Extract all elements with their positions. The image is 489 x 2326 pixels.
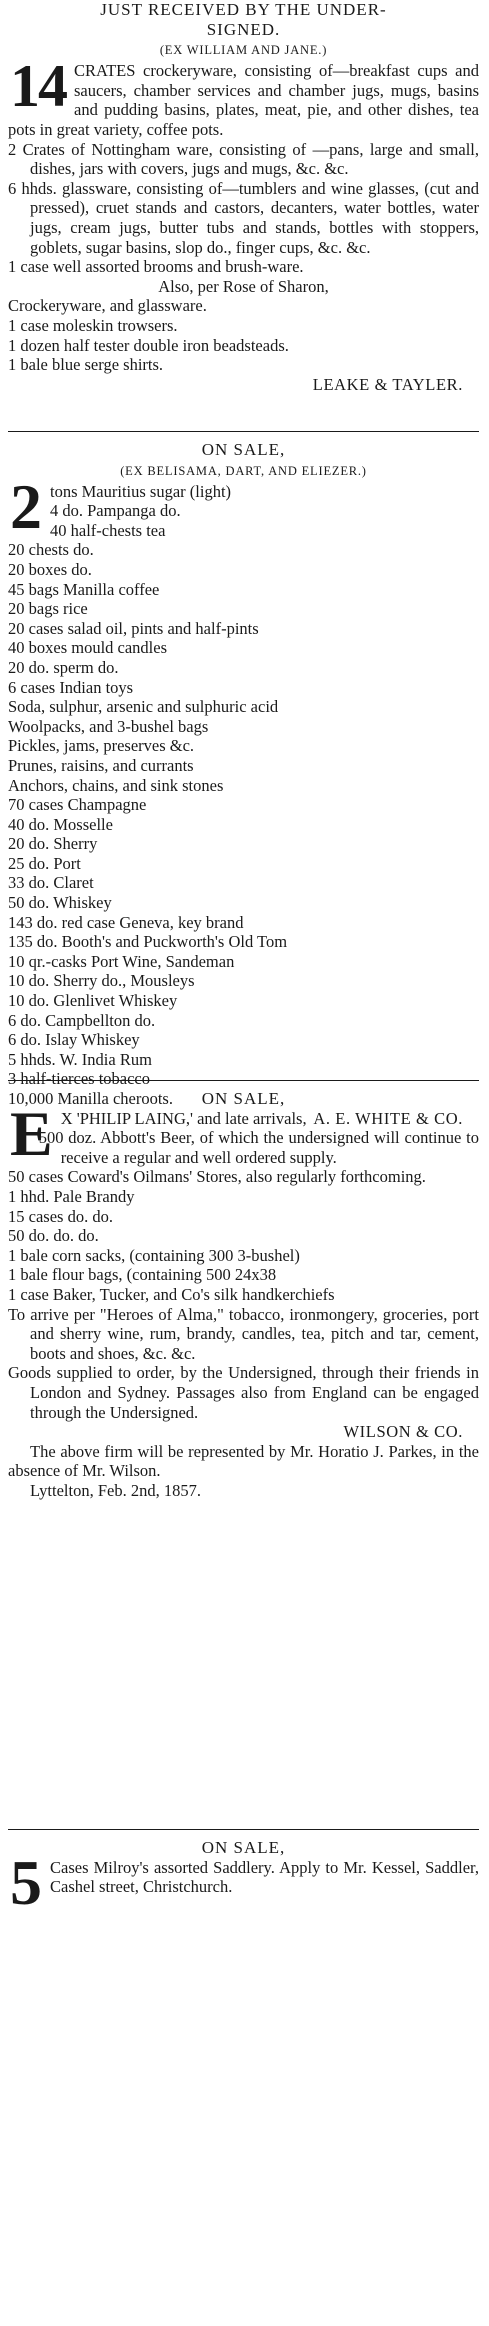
list-item: 6 do. Campbellton do. [8, 1010, 156, 1030]
advert-title: ON SALE, [201, 1838, 286, 1857]
list-item: 1 case Baker, Tucker, and Co's silk handkerchiefs [8, 1284, 335, 1304]
list-item: 20 boxes do. [8, 559, 92, 579]
list-item: 20 do. sperm do. [8, 657, 119, 677]
list-item: 50 cases Coward's Oilmans' Stores, also regularly forthcoming. [8, 1167, 426, 1187]
list-item: 15 cases do. do. [8, 1206, 113, 1226]
list-item: Pickles, jams, preserves &c. [8, 736, 195, 756]
list-item: Crockeryware, and glassware. [8, 296, 207, 316]
list-item: 500 doz. Abbott's Beer, of which the undersigned will continue to receive a regular and well ordered supply. [38, 1128, 479, 1167]
list-item: 10 do. Glenlivet Whiskey [8, 991, 178, 1011]
list-item: 3 half-tierces tobacco [8, 1069, 151, 1089]
divider [8, 431, 479, 432]
goods-list [8, 521, 479, 1109]
signature: WILSON & CO. [343, 1422, 463, 1442]
list-item: 1 case well assorted brooms and brush-ware. [8, 257, 304, 277]
divider [8, 1829, 479, 1830]
list-item: 1 case moleskin trowsers. [8, 315, 178, 335]
advert-ship: (EX BELISAMA, DART, AND ELIEZER.) [120, 463, 367, 478]
list-item: 1 bale blue serge shirts. [8, 355, 164, 375]
list-item: 6 hhds. glassware, consisting of—tumblers and wine glasses, (cut and pressed), cruet stands and castors, decanters, water bottles, water jugs, cream jugs, butter tubs and stands, bottles with stoppers, goblets, sugar basins, slop do., finger cups, &c. &c. [8, 178, 479, 257]
list-item: 143 do. red case Geneva, key brand [8, 912, 244, 932]
list-item: 33 do. Claret [8, 873, 94, 893]
list-item: 1 bale flour bags, (containing 500 24x38 [8, 1265, 277, 1285]
advert-leake-tayler [8, 0, 479, 425]
list-item: 10 qr.-casks Port Wine, Sandeman [8, 951, 235, 971]
list-item: 25 do. Port [8, 853, 81, 873]
list-item: 70 cases Champagne [8, 795, 147, 815]
list-item: 6 do. Islay Whiskey [8, 1030, 140, 1050]
lead-text: CRATES crockeryware, consisting of—breakfast cups and saucers, chamber services and chamber jugs, mugs, basins and pudding basins, plates, meat, pie, and other dishes, tea pots in great variety, coffee pots. [8, 61, 479, 139]
also-line: Also, per Rose of Sharon, [158, 276, 329, 296]
dateline: Lyttelton, Feb. 2nd, 1857. [30, 1480, 201, 1500]
list-item: 20 do. Sherry [8, 834, 98, 854]
list-item: To arrive per "Heroes of Alma," tobacco, ironmongery, groceries, port and sherry wine, rum, brandy, candles, tea, pitch and tar, cement, boots and shoes, &c. &c. [8, 1304, 479, 1363]
list-item: 45 bags Manilla coffee [8, 579, 160, 599]
list-item: Woolpacks, and 3-bushel bags [8, 716, 209, 736]
list-item: 40 boxes mould candles [8, 638, 168, 658]
list-item: Prunes, raisins, and currants [8, 755, 194, 775]
signature: A. E. WHITE & CO. [313, 1108, 463, 1128]
lead-line: 4 do. Pampanga do. [50, 501, 181, 521]
list-item: 10 do. Sherry do., Mousleys [8, 971, 195, 991]
advert-title: ON SALE, [201, 440, 286, 459]
list-item: 20 chests do. [8, 540, 94, 560]
list-item: 50 do. Whiskey [8, 893, 112, 913]
advert-ship: (EX WILLIAM AND JANE.) [159, 43, 328, 58]
list-item: Soda, sulphur, arsenic and sulphuric acid [8, 697, 279, 717]
list-item: Goods supplied to order, by the Undersigned, through their friends in London and Sydney. Passages also from England can be engaged through the Undersigned. [8, 1363, 479, 1422]
list-item: 20 bags rice [8, 599, 88, 619]
drop-cap: 14 [10, 53, 66, 120]
list-item: 20 cases salad oil, pints and half-pints [8, 618, 259, 638]
advert-title: ON SALE, [201, 1089, 286, 1108]
list-item: 5 hhds. W. India Rum [8, 1049, 152, 1069]
lead-line: tons Mauritius sugar (light) [50, 481, 232, 501]
list-item: 1 hhd. Pale Brandy [8, 1186, 135, 1206]
list-item: 1 dozen half tester double iron beadsteads. [8, 335, 289, 355]
list-item: 6 cases Indian toys [8, 677, 134, 697]
list-item: 135 do. Booth's and Puckworth's Old Tom [8, 932, 288, 952]
advert-lead [8, 53, 479, 139]
list-item: 40 half-chests tea [50, 520, 166, 540]
list-item: 10,000 Manilla cheroots. [8, 1089, 173, 1108]
list-item: 1 bale corn sacks, (containing 300 3-bushel) [8, 1245, 300, 1265]
advert-title: JUST RECEIVED BY THE UNDER- [100, 0, 387, 19]
signature: LEAKE & TAYLER. [312, 374, 463, 394]
list-item: 40 do. Mosselle [8, 814, 113, 834]
drop-cap: E [10, 1097, 51, 1169]
list-item: Anchors, chains, and sink stones [8, 775, 224, 795]
representation-note: The above firm will be represented by Mr. Horatio J. Parkes, in the absence of Mr. Wilson. [8, 1441, 479, 1481]
drop-cap: 2 [10, 470, 40, 542]
lead-text: X 'PHILIP LAING,' and late arrivals, [60, 1108, 307, 1128]
drop-cap: 5 [10, 1846, 40, 1918]
list-item: 50 do. do. do. [8, 1226, 99, 1246]
advert-title-cont: SIGNED. [206, 19, 281, 39]
advert-wilson-co [8, 1089, 479, 1823]
list-item: 2 Crates of Nottingham ware, consisting of —pans, large and small, dishes, jars with covers, jugs and mugs, &c. &c. [8, 139, 479, 179]
lead-text: Cases Milroy's assorted Saddlery. Apply to Mr. Kessel, Saddler, Cashel street, Christchurch. [50, 1857, 479, 1897]
